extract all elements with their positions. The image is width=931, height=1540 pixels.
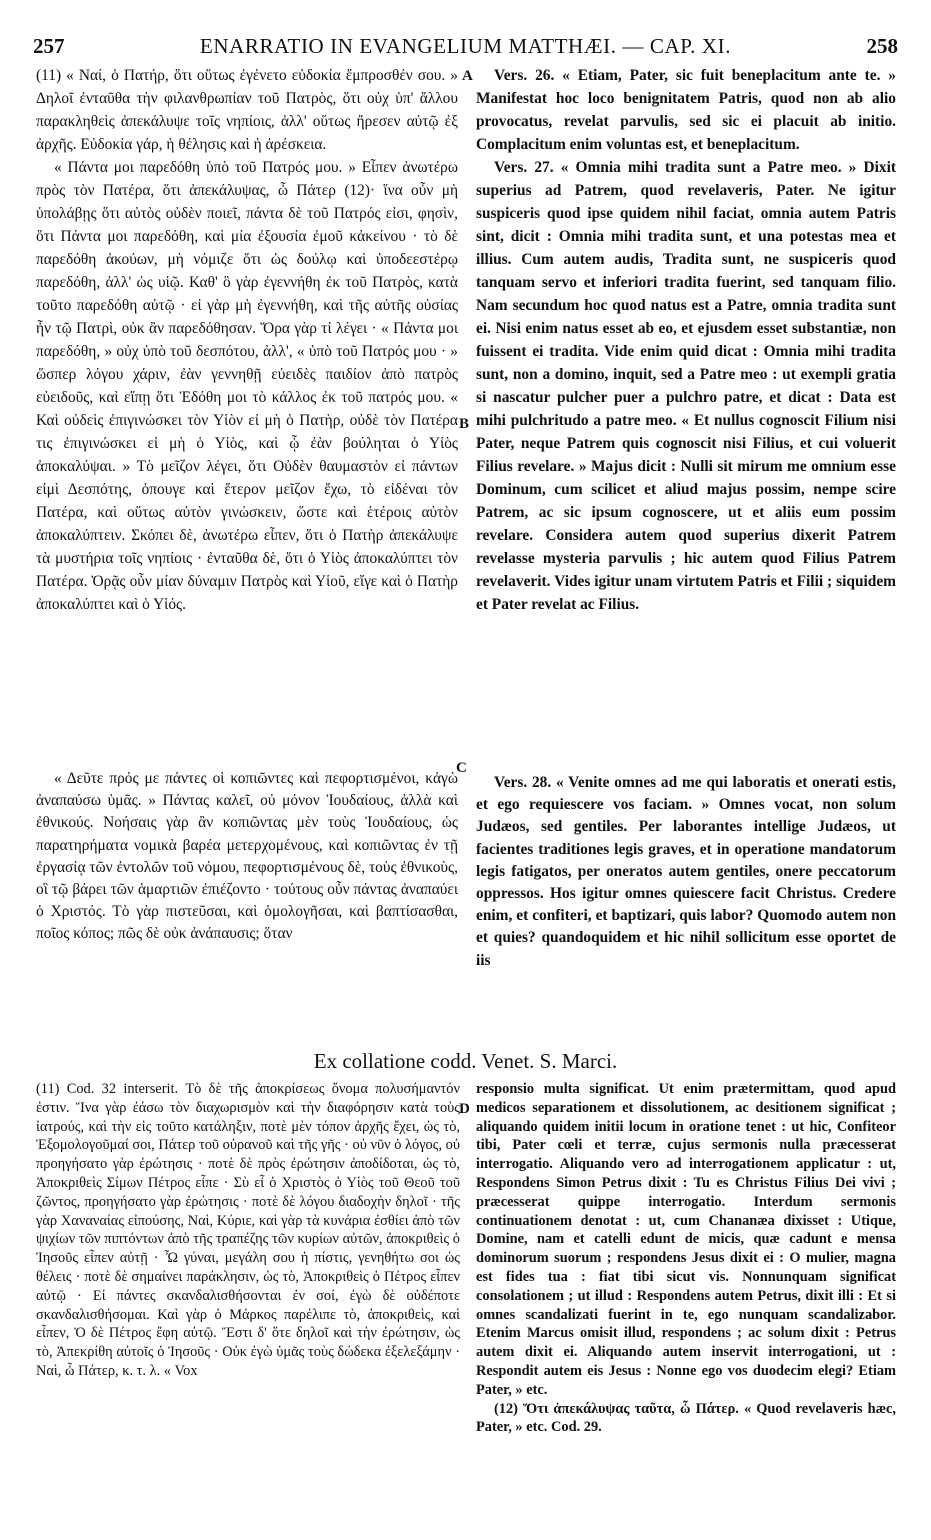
- greek-paragraph: (11) « Ναί, ὁ Πατήρ, ὅτι οὕτως ἐγένετο εὐδοκία ἔμπροσθέν σου. » Δηλοῖ ἐνταῦθα τὴν φιλανθρωπίαν τοῦ Πατρὸς, ὅτι οὐχ ὑπ' ἄλλου παρακληθεὶς ἀπεκάλυψε τοῖς νηπίοις, ἀλλ' οὕτως ἤρεσεν αὐτῷ ἐξ ἀρχῆς. Εὐδοκία γάρ, ἡ θέλησις καὶ ἡ ἀρέσκεια.: [36, 67, 458, 153]
- greek-column-top: [36, 64, 458, 616]
- footnote-latin: [476, 1080, 896, 1437]
- running-title: ENARRATIO IN EVANGELIUM MATTHÆI. — CAP. XI.: [199, 34, 732, 58]
- greek-paragraph: « Πάντα μοι παρεδόθη ὑπὸ τοῦ Πατρός μου. » Εἶπεν ἀνωτέρω πρὸς τὸν Πατέρα, ὅτι ἀπεκάλυψας, ὦ Πάτερ (12)· ἵνα οὖν μὴ ὑπολάβῃς ὅτι αὐτὸς οὐδὲν ποιεῖ, πάντα δὲ τοῦ Πατρός εἰσι, φησὶν, ὅτι Πάντα μοι παρεδόθη, καὶ μία ἐξουσία ἐμοῦ κἀκείνου · τὸ δὲ παρεδόθη ἀκούων, μὴ νόμιζε ὅτι ὡς δούλῳ καὶ ὑποδεεστέρῳ παρεδόθη, ἀλλ' ὡς υἱῷ. Καθ' ὃ γὰρ ἐγεννήθη ἐκ τοῦ Πατρὸς, κατὰ τοῦτο παρεδόθη αὐτῷ · εἰ γὰρ μὴ ἐγεννήθη, καὶ τῆς αὐτῆς οὐσίας ἦν τῷ Πατρὶ, οὐκ ἂν παρεδόθησαν. Ὅρα γὰρ τί λέγει · « Πάντα μοι παρεδόθη, » οὐχ ὑπὸ τοῦ δεσπότου, ἀλλ', « ὑπὸ τοῦ Πατρός μου · » ὥσπερ λόγου χάριν, ἐὰν γεννηθῇ εὐειδὲς παιδίον ἀπὸ πατρὸς εὐειδοῦς, καὶ εἴπῃ ὅτι Ἐδόθη μοι τὸ κάλλος ἐκ τοῦ πατρός μου. « Καὶ οὐδεὶς ἐπιγινώσκει τὸν Υἱὸν εἰ μὴ ὁ Πατὴρ, οὐδὲ τὸν Πατέρα τις ἐπιγινώσκει εἰ μὴ ὁ Υἱὸς, καὶ ᾧ ἐὰν βούληται ὁ Υἱὸς ἀποκαλύψαι. » Τὸ μεῖζον λέγει, ὅτι Οὐδὲν θαυμαστὸν εἰ πάντων εἰμὶ Δεσπότης, ὁπουγε καὶ ἕτερον μεῖζον ἔχω, τὸ εἰδέναι τὸν Πατέρα, καὶ οὕτως αὐτὸν γινώσκειν, ὥστε καὶ ἑτέροις αὐτὸν ἀποκαλύπτειν. Σκόπει δὲ, ἀνωτέρω εἶπεν, ὅτι ὁ Πατὴρ ἀπεκάλυψε τὰ μυστήρια τοῖς νηπίοις · ἐνταῦθα δὲ, ὅτι ὁ Υἱὸς ἀποκαλύπτει τὸν Πατέρα. Ὁρᾷς οὖν μίαν δύναμιν Πατρὸς καὶ Υἱοῦ, εἴγε καὶ ὁ Πατὴρ ἀποκαλύπτει καὶ ὁ Υἱός.: [36, 159, 458, 613]
- page-number-right: 258: [866, 34, 898, 58]
- footnote-greek: [36, 1080, 460, 1381]
- latin-column-bottom: [476, 772, 896, 972]
- margin-marker-c: C: [456, 760, 467, 776]
- latin-paragraph: Vers. 28. « Venite omnes ad me qui laboratis et onerati estis, et ego requiescere vos faciam. » Omnes vocat, non solum Judæos, sed gentiles. Per laborantes intellige Judæos, ut facientes traditiones legis graves, et in operatione mandatorum legis fatigatos, per oneratos autem gentiles, onere peccatorum oppressos. Hos igitur omnes quiescere facit Christus. Credere enim, et confiteri, et baptizari, quis labor? Quomodo autem non et quies? quandoquidem et hic nihil sollicitum esse oportet de iis: [476, 774, 896, 969]
- footnote-paragraph: responsio multa significat. Ut enim prætermittam, quod apud medicos separationem et dissolutionem, ac desitionem significat ; aliquando quidem initii locum in oratione tenet : ut hic, Confiteor tibi, Pater cœli et terræ, cujus sermonis nulla præcesserat interrogatio. Aliquando vero ad interrogationem applicatur : ut, Respondens Simon Petrus dixit : Tu es Christus Filius Dei vivi ; præcesserat quippe interrogatio. Interdum sermonis continuationem denotat : ut, cum Chananæa dixisset : Utique, Domine, nam et catelli edunt de micis, quæ cadunt e mensa dominorum suorum ; respondens Jesus dixit ei : O mulier, magna est fides tua : fiat tibi sicut vis. Nonnunquam significat consolationem ; ut illud : Respondens autem Petrus, dixit illi : Et si omnes scandalizati fuerint in te, ego nunquam scandalizabor. Etenim Marcus omisit illud, respondens ; ac solum dixit : Petrus autem dixit ei. Aliquando autem inservit interrogationi, ut : Respondit autem eis Jesus : Nonne ego vos duodecim elegi? Etiam Pater, » etc.: [476, 1081, 896, 1398]
- latin-paragraph: Vers. 27. « Omnia mihi tradita sunt a Patre meo. » Dixit superius ad Patrem, quod revelaveris, Pater. Ne igitur suspiceris quod ipse quidem nihil faciat, omnia autem Patris sint, dicit : Omnia mihi tradita sunt, et una potestas mea et illius. Cum autem audis, Tradita sunt, ne suspiceris quod tanquam servo et inferiori tradita fuerint, sed tanquam filio. Nam secundum hoc quod natus est a Patre, omnia tradita sunt ei. Nisi enim natus esset ab eo, et ejusdem esset substantiæ, non fuissent ei tradita. Vide enim quid dicat : Omnia mihi tradita sunt, non a domino, inquit, sed a Patre meo : ut exempli gratia si nascatur pulcher puer a pulchro patre, et dicat : Data est mihi pulchritudo a patre meo. « Et nullus cognoscit Filium nisi Pater, neque Patrem quis cognoscit nisi Filius, et cui voluerit Filius revelare. » Majus dicit : Nulli sit mirum me omnium esse Dominum, cum scilicet et aliud majus possim, nempe scire Patrem, ac sic ipsum cognoscere, ut et aliis eum possim revelare. Considera autem quod superius dixerit Patrem revelasse mysteria parvulis ; hic autem quod Filius Patrem revelaverit. Vides igitur unam virtutem Patris et Filii ; siquidem et Pater revelat ac Filius.: [476, 159, 896, 613]
- greek-column-bottom: [36, 768, 458, 946]
- collation-heading: Ex collatione codd. Venet. S. Marci.: [313, 1049, 618, 1073]
- latin-paragraph: Vers. 26. « Etiam, Pater, sic fuit beneplacitum ante te. » Manifestat hoc loco benignitatem Patris, quod non ab alio provocatus, revelat parvulis, sed sic ei placuit ab initio. Complacitum enim voluntas est, et beneplacitum.: [476, 67, 896, 153]
- page-number-left: 257: [33, 34, 65, 58]
- margin-marker-b: B: [459, 416, 470, 432]
- margin-marker-d: D: [459, 1101, 470, 1117]
- margin-marker-a: A: [462, 68, 473, 84]
- footnote-paragraph: (12) Ὅτι ἀπεκάλυψας ταῦτα, ὦ Πάτερ. « Quod revelaveris hæc, Pater, » etc. Cod. 29.: [476, 1400, 896, 1436]
- page-header: [33, 34, 898, 64]
- latin-column-top: [476, 64, 896, 616]
- greek-paragraph: « Δεῦτε πρός με πάντες οἱ κοπιῶντες καὶ πεφορτισμένοι, κἀγὼ ἀναπαύσω ὑμᾶς. » Πάντας καλεῖ, οὐ μόνον Ἰουδαίους, ἀλλὰ καὶ ἐθνικούς. Νοήσαις γὰρ ἂν κοπιῶντας μὲν τοὺς Ἰουδαίους, ὡς παρατηρήματα νομικὰ βαρέα μετερχομένους, καὶ κοπιῶντας ἐν τῇ ἐργασίᾳ τῶν ἐντολῶν τοῦ νόμου, πεφορτισμένους δὲ, τοὺς ἐθνικοὺς, οἳ τῷ βάρει τῶν ἁμαρτιῶν ἐπιέζοντο · τούτους οὖν πάντας ἀναπαύει ὁ Χριστός. Τὸ γὰρ πιστεῦσαι, καὶ ὁμολογῆσαι, καὶ βαπτίσασθαι, ποῖος κόπος; πῶς δὲ οὐκ ἀνάπαυσις; ὅταν: [36, 770, 458, 943]
- footnote-paragraph: (11) Cod. 32 interserit. Τὸ δὲ τῆς ἀποκρίσεως ὄνομα πολυσήμαντόν ἐστιν. Ἵνα γὰρ ἐάσω τὸν διαχωρισμὸν καὶ τὴν διαφόρησιν κατὰ τοὺς ἰατρούς, καὶ τὴν εἰς τοῦτο κατάληξιν, ποτὲ μὲν τόπον ἀρχῆς ἔχει, ὡς τὸ, Ἐξομολογοῦμαί σοι, Πάτερ τοῦ οὐρανοῦ καὶ τῆς γῆς · οὐ νῦν ὁ λόγος, οὐ προηγήσατο γὰρ ἐρώτησις · ποτὲ δὲ πρὸς ἐρώτησιν ἀποδίδοται, ὡς τὸ, Ἀποκριθεὶς Σίμων Πέτρος εἶπε · Σὺ εἶ ὁ Χριστὸς ὁ Υἱὸς τοῦ Θεοῦ τοῦ ζῶντος, προηγήσατο γὰρ ἐρώτησις · ποτὲ δὲ λόγου διαδοχὴν δηλοῖ · τῆς γὰρ Χαναναίας εἰπούσης, Ναὶ, Κύριε, καὶ γὰρ τὰ κυνάρια ἐσθίει ἀπὸ τῶν ψιχίων τῶν πιπτόντων ἀπὸ τῆς τραπέζης τῶν κυρίων αὐτῶν, ἀποκριθεὶς ὁ Ἰησοῦς εἶπεν αὐτῇ · Ὦ γύναι, μεγάλη σου ἡ πίστις, γενηθήτω σοι ὡς θέλεις · ποτὲ δὲ σημαίνει παράκλησιν, ὡς τὸ, Ἀποκριθεὶς ὁ Πέτρος εἶπεν αὐτῷ · Εἰ πάντες σκανδαλισθήσονται ἐν σοί, ἐγὼ δὲ οὐδέποτε σκανδαλισθήσομαι. Καὶ γὰρ ὁ Μάρκος παρέλιπε τὸ, ἀποκριθεὶς, καὶ εἶπεν, Ὁ δὲ Πέτρος ἔφη αὐτῷ. Ἔστι δ' ὅτε δηλοῖ καὶ τὴν ἐρώτησιν, ὡς τὸ, Ἀπεκρίθη αὐτοῖς ὁ Ἰησοῦς · Οὐκ ἐγὼ ὑμᾶς τοὺς δώδεκα ἐξελεξάμην · Ναὶ, ὦ Πάτερ, κ. τ. λ. « Vox: [36, 1081, 460, 1379]
